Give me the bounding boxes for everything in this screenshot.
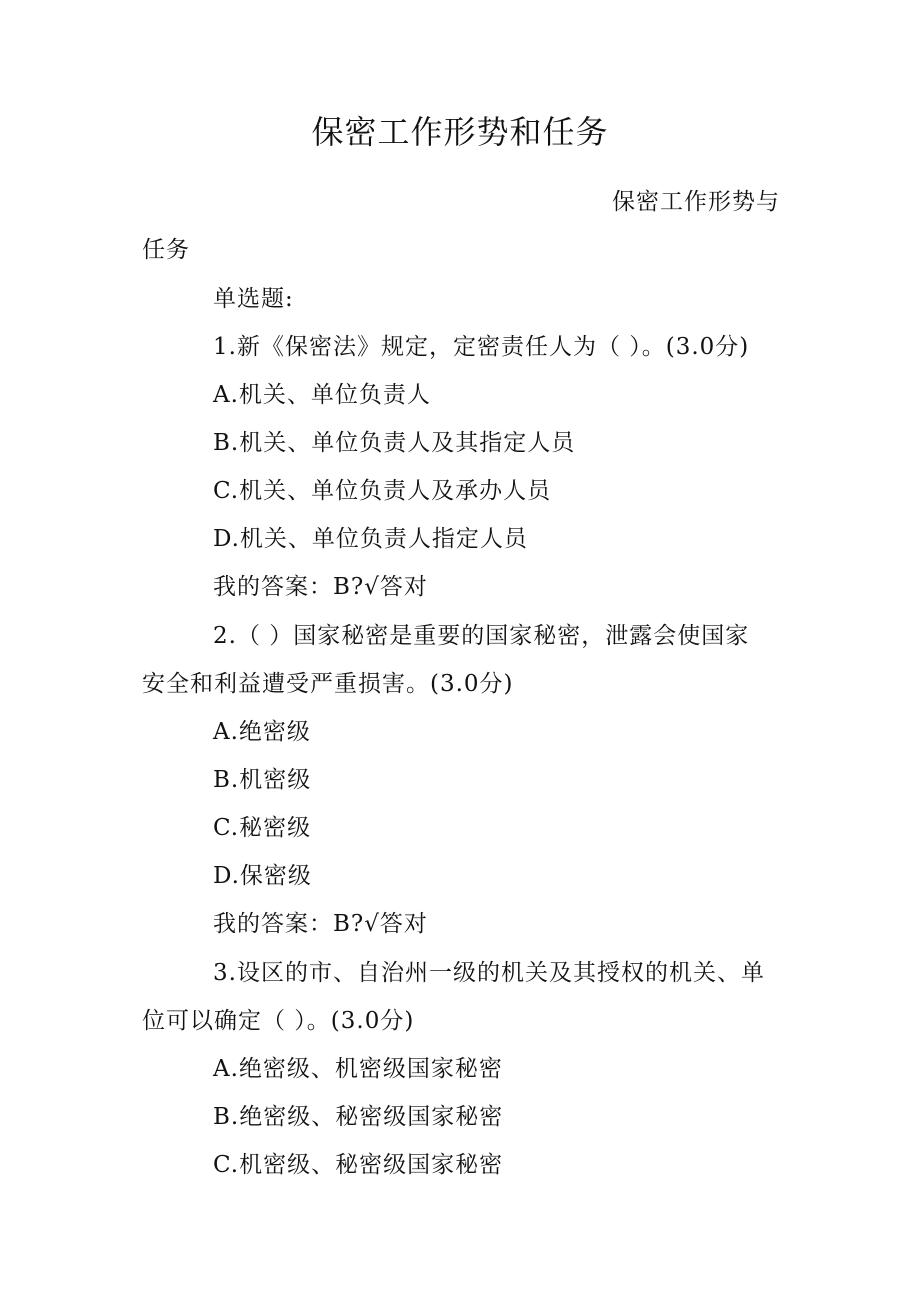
answer-option: A.绝密级 (213, 719, 311, 745)
section-label: 单选题: (213, 286, 294, 312)
question-stem: 2.（ ）国家秘密是重要的国家秘密，泄露会使国家 (213, 623, 750, 649)
my-answer: 我的答案：B?√答对 (213, 574, 428, 600)
document-title: 保密工作形势和任务 (311, 113, 609, 151)
answer-option: C.机关、单位负责人及承办人员 (213, 478, 552, 504)
answer-option: C.机密级、秘密级国家秘密 (213, 1152, 504, 1178)
answer-option: D.保密级 (213, 863, 312, 889)
answer-option: B.机密级 (213, 767, 312, 793)
question-stem-continued: 安全和利益遭受严重损害。(3.0分) (142, 671, 514, 697)
answer-option: A.机关、单位负责人 (213, 382, 431, 408)
question-stem: 3.设区的市、自治州一级的机关及其授权的机关、单 (213, 960, 765, 986)
subtitle-line-2: 任务 (142, 237, 190, 263)
answer-option: D.机关、单位负责人指定人员 (213, 526, 528, 552)
answer-option: B.机关、单位负责人及其指定人员 (213, 430, 576, 456)
my-answer: 我的答案：B?√答对 (213, 911, 428, 937)
answer-option: C.秘密级 (213, 815, 312, 841)
subtitle-line-1: 保密工作形势与 (612, 189, 780, 215)
question-stem-continued: 位可以确定（ ）。(3.0分) (142, 1008, 415, 1034)
question-stem: 1.新《保密法》规定，定密责任人为（ ）。(3.0分) (213, 334, 750, 360)
answer-option: A.绝密级、机密级国家秘密 (213, 1056, 503, 1082)
answer-option: B.绝密级、秘密级国家秘密 (213, 1104, 504, 1130)
